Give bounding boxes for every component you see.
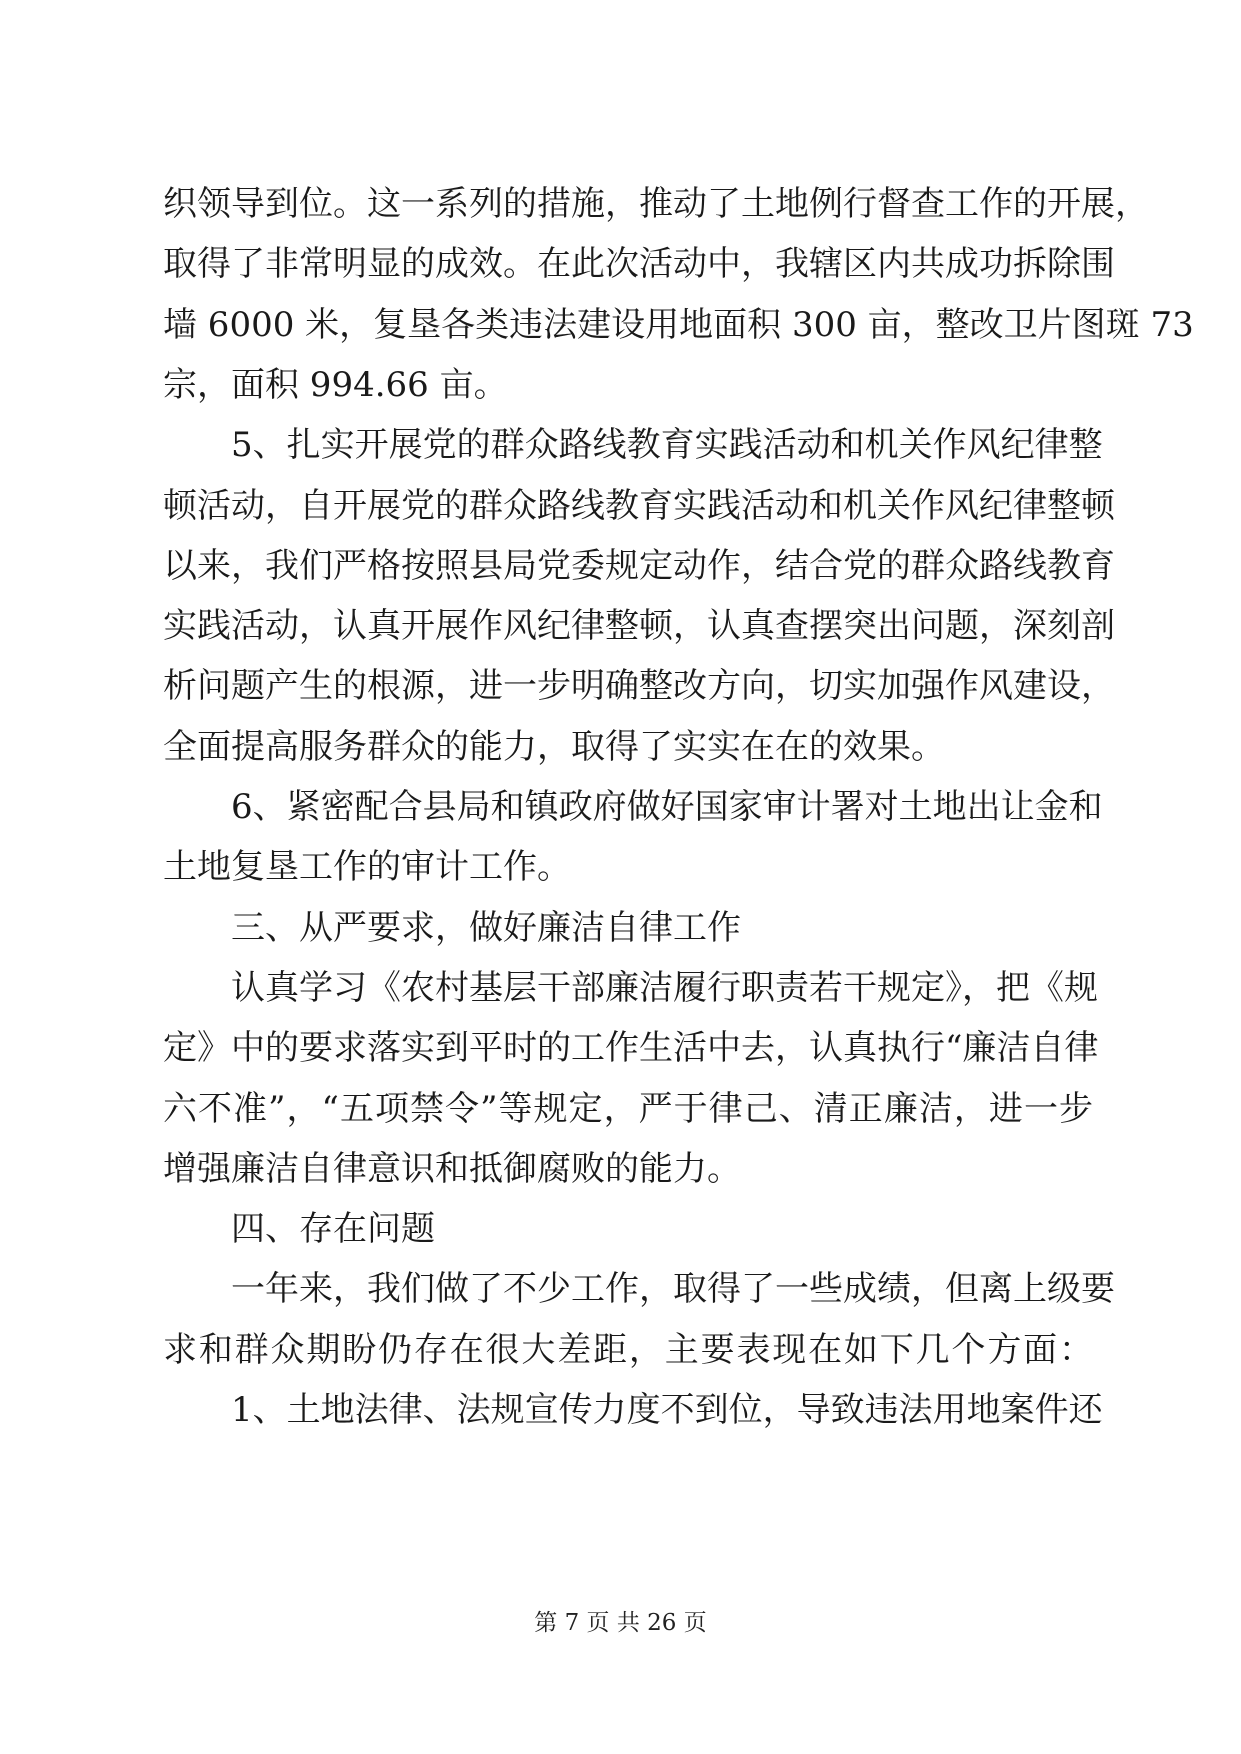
text-line: 析问题产生的根源，进一步明确整改方向，切实加强作风建设， [163, 666, 1115, 707]
text-line: 四、存在问题 [231, 1209, 435, 1250]
text-line: 5、扎实开展党的群众路线教育实践活动和机关作风纪律整 [231, 425, 1103, 466]
text-line: 一年来，我们做了不少工作，取得了一些成绩，但离上级要 [231, 1269, 1115, 1310]
text-line: 以来，我们严格按照县局党委规定动作，结合党的群众路线教育 [163, 545, 1115, 586]
text-line: 增强廉洁自律意识和抵御腐败的能力。 [163, 1148, 741, 1189]
text-line: 六不准”，“五项禁令”等规定，严于律己、清正廉洁，进一步 [163, 1088, 1093, 1129]
text-line: 6、紧密配合县局和镇政府做好国家审计署对土地出让金和 [231, 787, 1103, 827]
text-line: 求和群众期盼仍存在很大差距，主要表现在如下几个方面： [163, 1329, 1093, 1370]
text-line: 织领导到位。这一系列的措施，推动了土地例行督查工作的开展， [163, 184, 1149, 224]
text-line: 顿活动，自开展党的群众路线教育实践活动和机关作风纪律整顿 [163, 485, 1115, 526]
page-footer: 第 7 页 共 26 页 [534, 1610, 707, 1636]
text-line: 定》中的要求落实到平时的工作生活中去，认真执行“廉洁自律 [163, 1028, 1099, 1069]
text-line: 全面提高服务群众的能力，取得了实实在在的效果。 [163, 726, 945, 767]
text-line: 三、从严要求，做好廉洁自律工作 [231, 907, 741, 948]
text-line: 土地复垦工作的审计工作。 [163, 847, 571, 888]
text-line: 实践活动，认真开展作风纪律整顿，认真查摆突出问题，深刻剖 [163, 606, 1115, 647]
text-line: 1、土地法律、法规宣传力度不到位，导致违法用地案件还 [231, 1390, 1103, 1430]
text-line: 认真学习《农村基层干部廉洁履行职责若干规定》，把《规 [231, 967, 1098, 1008]
text-line: 宗，面积 994.66 亩。 [163, 364, 508, 405]
text-line: 墙 6000 米，复垦各类违法建设用地面积 300 亩，整改卫片图斑 73 [163, 304, 1194, 345]
text-line: 取得了非常明显的成效。在此次活动中，我辖区内共成功拆除围 [163, 244, 1115, 285]
